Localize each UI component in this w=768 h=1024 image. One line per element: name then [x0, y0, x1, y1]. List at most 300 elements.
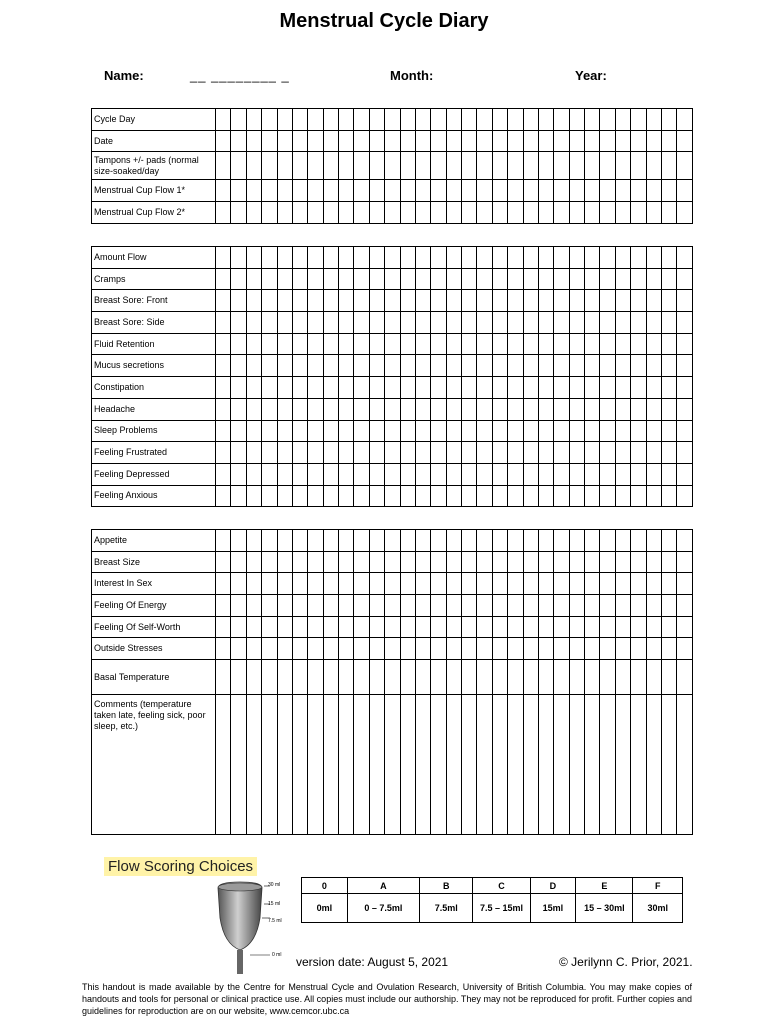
day-cell[interactable]: [277, 595, 292, 617]
day-cell[interactable]: [400, 463, 415, 485]
day-cell[interactable]: [339, 312, 354, 334]
day-cell[interactable]: [231, 573, 246, 595]
day-cell[interactable]: [308, 595, 323, 617]
day-cell[interactable]: [462, 616, 477, 638]
day-cell[interactable]: [677, 660, 693, 695]
day-cell[interactable]: [585, 202, 600, 224]
day-cell[interactable]: [631, 420, 646, 442]
day-cell[interactable]: [277, 530, 292, 552]
day-cell[interactable]: [677, 442, 693, 464]
day-cell[interactable]: [308, 660, 323, 695]
day-cell[interactable]: [615, 530, 630, 552]
day-cell[interactable]: [400, 442, 415, 464]
day-cell[interactable]: [431, 247, 446, 269]
day-cell[interactable]: [492, 616, 507, 638]
day-cell[interactable]: [477, 442, 492, 464]
day-cell[interactable]: [446, 377, 461, 399]
day-cell[interactable]: [246, 660, 261, 695]
day-cell[interactable]: [431, 202, 446, 224]
day-cell[interactable]: [246, 377, 261, 399]
day-cell[interactable]: [292, 616, 307, 638]
day-cell[interactable]: [246, 290, 261, 312]
day-cell[interactable]: [585, 152, 600, 180]
day-cell[interactable]: [308, 398, 323, 420]
day-cell[interactable]: [477, 695, 492, 835]
day-cell[interactable]: [600, 595, 615, 617]
day-cell[interactable]: [385, 290, 400, 312]
day-cell[interactable]: [554, 530, 569, 552]
day-cell[interactable]: [323, 247, 338, 269]
day-cell[interactable]: [369, 355, 384, 377]
day-cell[interactable]: [323, 530, 338, 552]
day-cell[interactable]: [446, 530, 461, 552]
day-cell[interactable]: [339, 398, 354, 420]
day-cell[interactable]: [400, 551, 415, 573]
day-cell[interactable]: [339, 130, 354, 152]
day-cell[interactable]: [631, 442, 646, 464]
day-cell[interactable]: [323, 377, 338, 399]
day-cell[interactable]: [400, 290, 415, 312]
day-cell[interactable]: [492, 268, 507, 290]
day-cell[interactable]: [508, 442, 523, 464]
day-cell[interactable]: [508, 109, 523, 131]
day-cell[interactable]: [292, 573, 307, 595]
day-cell[interactable]: [339, 420, 354, 442]
day-cell[interactable]: [538, 530, 553, 552]
day-cell[interactable]: [631, 109, 646, 131]
day-cell[interactable]: [400, 130, 415, 152]
day-cell[interactable]: [277, 377, 292, 399]
day-cell[interactable]: [585, 377, 600, 399]
day-cell[interactable]: [308, 355, 323, 377]
day-cell[interactable]: [615, 573, 630, 595]
day-cell[interactable]: [477, 333, 492, 355]
day-cell[interactable]: [523, 130, 538, 152]
day-cell[interactable]: [277, 268, 292, 290]
day-cell[interactable]: [446, 695, 461, 835]
day-cell[interactable]: [661, 290, 676, 312]
day-cell[interactable]: [600, 420, 615, 442]
day-cell[interactable]: [462, 573, 477, 595]
day-cell[interactable]: [523, 290, 538, 312]
day-cell[interactable]: [569, 290, 584, 312]
day-cell[interactable]: [231, 442, 246, 464]
day-cell[interactable]: [477, 638, 492, 660]
day-cell[interactable]: [216, 695, 231, 835]
day-cell[interactable]: [354, 268, 369, 290]
day-cell[interactable]: [677, 595, 693, 617]
day-cell[interactable]: [262, 312, 277, 334]
day-cell[interactable]: [492, 247, 507, 269]
day-cell[interactable]: [600, 638, 615, 660]
day-cell[interactable]: [216, 595, 231, 617]
day-cell[interactable]: [231, 420, 246, 442]
day-cell[interactable]: [661, 333, 676, 355]
day-cell[interactable]: [400, 247, 415, 269]
day-cell[interactable]: [538, 355, 553, 377]
day-cell[interactable]: [554, 485, 569, 507]
day-cell[interactable]: [554, 268, 569, 290]
day-cell[interactable]: [477, 312, 492, 334]
day-cell[interactable]: [262, 268, 277, 290]
day-cell[interactable]: [216, 202, 231, 224]
day-cell[interactable]: [615, 355, 630, 377]
day-cell[interactable]: [538, 312, 553, 334]
day-cell[interactable]: [308, 109, 323, 131]
day-cell[interactable]: [415, 202, 430, 224]
day-cell[interactable]: [554, 247, 569, 269]
day-cell[interactable]: [277, 573, 292, 595]
day-cell[interactable]: [354, 463, 369, 485]
day-cell[interactable]: [262, 573, 277, 595]
day-cell[interactable]: [646, 290, 661, 312]
day-cell[interactable]: [216, 530, 231, 552]
day-cell[interactable]: [477, 398, 492, 420]
day-cell[interactable]: [369, 152, 384, 180]
day-cell[interactable]: [292, 442, 307, 464]
day-cell[interactable]: [446, 152, 461, 180]
day-cell[interactable]: [554, 398, 569, 420]
day-cell[interactable]: [385, 355, 400, 377]
day-cell[interactable]: [600, 180, 615, 202]
day-cell[interactable]: [415, 616, 430, 638]
day-cell[interactable]: [431, 130, 446, 152]
day-cell[interactable]: [569, 355, 584, 377]
day-cell[interactable]: [385, 485, 400, 507]
day-cell[interactable]: [446, 355, 461, 377]
day-cell[interactable]: [569, 463, 584, 485]
day-cell[interactable]: [400, 616, 415, 638]
day-cell[interactable]: [508, 355, 523, 377]
day-cell[interactable]: [277, 355, 292, 377]
day-cell[interactable]: [677, 180, 693, 202]
day-cell[interactable]: [216, 312, 231, 334]
day-cell[interactable]: [538, 660, 553, 695]
day-cell[interactable]: [292, 377, 307, 399]
day-cell[interactable]: [216, 247, 231, 269]
day-cell[interactable]: [323, 152, 338, 180]
day-cell[interactable]: [477, 530, 492, 552]
day-cell[interactable]: [646, 595, 661, 617]
day-cell[interactable]: [538, 290, 553, 312]
day-cell[interactable]: [323, 442, 338, 464]
day-cell[interactable]: [292, 420, 307, 442]
day-cell[interactable]: [538, 398, 553, 420]
day-cell[interactable]: [646, 398, 661, 420]
day-cell[interactable]: [231, 180, 246, 202]
day-cell[interactable]: [354, 109, 369, 131]
day-cell[interactable]: [462, 638, 477, 660]
day-cell[interactable]: [246, 130, 261, 152]
day-cell[interactable]: [231, 152, 246, 180]
day-cell[interactable]: [292, 268, 307, 290]
day-cell[interactable]: [339, 333, 354, 355]
day-cell[interactable]: [446, 398, 461, 420]
day-cell[interactable]: [231, 485, 246, 507]
day-cell[interactable]: [431, 485, 446, 507]
day-cell[interactable]: [523, 420, 538, 442]
day-cell[interactable]: [492, 420, 507, 442]
day-cell[interactable]: [216, 398, 231, 420]
day-cell[interactable]: [462, 420, 477, 442]
day-cell[interactable]: [631, 152, 646, 180]
day-cell[interactable]: [492, 202, 507, 224]
day-cell[interactable]: [277, 333, 292, 355]
day-cell[interactable]: [646, 551, 661, 573]
day-cell[interactable]: [538, 485, 553, 507]
day-cell[interactable]: [600, 695, 615, 835]
day-cell[interactable]: [323, 616, 338, 638]
day-cell[interactable]: [631, 595, 646, 617]
day-cell[interactable]: [385, 573, 400, 595]
day-cell[interactable]: [339, 695, 354, 835]
day-cell[interactable]: [477, 616, 492, 638]
day-cell[interactable]: [246, 202, 261, 224]
day-cell[interactable]: [231, 312, 246, 334]
day-cell[interactable]: [585, 247, 600, 269]
day-cell[interactable]: [600, 442, 615, 464]
day-cell[interactable]: [246, 463, 261, 485]
day-cell[interactable]: [431, 377, 446, 399]
day-cell[interactable]: [292, 202, 307, 224]
day-cell[interactable]: [569, 616, 584, 638]
day-cell[interactable]: [600, 398, 615, 420]
day-cell[interactable]: [446, 595, 461, 617]
day-cell[interactable]: [462, 377, 477, 399]
day-cell[interactable]: [431, 398, 446, 420]
day-cell[interactable]: [569, 551, 584, 573]
day-cell[interactable]: [492, 152, 507, 180]
day-cell[interactable]: [277, 442, 292, 464]
day-cell[interactable]: [216, 290, 231, 312]
day-cell[interactable]: [646, 130, 661, 152]
day-cell[interactable]: [354, 333, 369, 355]
day-cell[interactable]: [508, 420, 523, 442]
day-cell[interactable]: [216, 551, 231, 573]
day-cell[interactable]: [585, 268, 600, 290]
day-cell[interactable]: [631, 463, 646, 485]
day-cell[interactable]: [369, 463, 384, 485]
day-cell[interactable]: [431, 695, 446, 835]
day-cell[interactable]: [492, 660, 507, 695]
day-cell[interactable]: [292, 152, 307, 180]
day-cell[interactable]: [400, 695, 415, 835]
day-cell[interactable]: [492, 551, 507, 573]
day-cell[interactable]: [415, 573, 430, 595]
day-cell[interactable]: [339, 290, 354, 312]
day-cell[interactable]: [615, 152, 630, 180]
day-cell[interactable]: [446, 573, 461, 595]
day-cell[interactable]: [369, 485, 384, 507]
day-cell[interactable]: [431, 333, 446, 355]
day-cell[interactable]: [415, 290, 430, 312]
day-cell[interactable]: [385, 180, 400, 202]
day-cell[interactable]: [323, 355, 338, 377]
day-cell[interactable]: [415, 333, 430, 355]
day-cell[interactable]: [492, 333, 507, 355]
day-cell[interactable]: [216, 180, 231, 202]
day-cell[interactable]: [462, 463, 477, 485]
day-cell[interactable]: [508, 398, 523, 420]
day-cell[interactable]: [508, 595, 523, 617]
day-cell[interactable]: [538, 333, 553, 355]
day-cell[interactable]: [339, 616, 354, 638]
day-cell[interactable]: [677, 355, 693, 377]
day-cell[interactable]: [385, 595, 400, 617]
day-cell[interactable]: [323, 268, 338, 290]
day-cell[interactable]: [646, 420, 661, 442]
day-cell[interactable]: [492, 312, 507, 334]
day-cell[interactable]: [246, 420, 261, 442]
day-cell[interactable]: [462, 130, 477, 152]
day-cell[interactable]: [262, 695, 277, 835]
day-cell[interactable]: [569, 109, 584, 131]
day-cell[interactable]: [369, 420, 384, 442]
day-cell[interactable]: [600, 202, 615, 224]
day-cell[interactable]: [308, 247, 323, 269]
day-cell[interactable]: [292, 551, 307, 573]
day-cell[interactable]: [354, 377, 369, 399]
day-cell[interactable]: [569, 312, 584, 334]
day-cell[interactable]: [446, 616, 461, 638]
day-cell[interactable]: [385, 442, 400, 464]
day-cell[interactable]: [508, 695, 523, 835]
day-cell[interactable]: [262, 152, 277, 180]
day-cell[interactable]: [431, 109, 446, 131]
day-cell[interactable]: [585, 485, 600, 507]
day-cell[interactable]: [231, 290, 246, 312]
day-cell[interactable]: [308, 377, 323, 399]
day-cell[interactable]: [292, 333, 307, 355]
day-cell[interactable]: [554, 420, 569, 442]
day-cell[interactable]: [462, 268, 477, 290]
day-cell[interactable]: [538, 442, 553, 464]
day-cell[interactable]: [385, 660, 400, 695]
day-cell[interactable]: [323, 595, 338, 617]
day-cell[interactable]: [677, 268, 693, 290]
day-cell[interactable]: [477, 202, 492, 224]
day-cell[interactable]: [385, 333, 400, 355]
day-cell[interactable]: [369, 442, 384, 464]
day-cell[interactable]: [661, 355, 676, 377]
day-cell[interactable]: [615, 268, 630, 290]
day-cell[interactable]: [523, 202, 538, 224]
day-cell[interactable]: [446, 312, 461, 334]
day-cell[interactable]: [600, 355, 615, 377]
day-cell[interactable]: [677, 247, 693, 269]
day-cell[interactable]: [523, 660, 538, 695]
day-cell[interactable]: [216, 268, 231, 290]
day-cell[interactable]: [262, 355, 277, 377]
day-cell[interactable]: [415, 638, 430, 660]
day-cell[interactable]: [292, 660, 307, 695]
day-cell[interactable]: [508, 463, 523, 485]
day-cell[interactable]: [569, 660, 584, 695]
day-cell[interactable]: [477, 551, 492, 573]
day-cell[interactable]: [385, 420, 400, 442]
day-cell[interactable]: [262, 180, 277, 202]
day-cell[interactable]: [262, 398, 277, 420]
day-cell[interactable]: [292, 180, 307, 202]
day-cell[interactable]: [246, 333, 261, 355]
day-cell[interactable]: [292, 290, 307, 312]
day-cell[interactable]: [277, 290, 292, 312]
day-cell[interactable]: [646, 152, 661, 180]
day-cell[interactable]: [569, 530, 584, 552]
day-cell[interactable]: [354, 247, 369, 269]
day-cell[interactable]: [231, 660, 246, 695]
day-cell[interactable]: [262, 202, 277, 224]
day-cell[interactable]: [615, 180, 630, 202]
day-cell[interactable]: [415, 312, 430, 334]
day-cell[interactable]: [415, 377, 430, 399]
day-cell[interactable]: [538, 551, 553, 573]
day-cell[interactable]: [477, 485, 492, 507]
day-cell[interactable]: [292, 355, 307, 377]
day-cell[interactable]: [600, 268, 615, 290]
day-cell[interactable]: [262, 420, 277, 442]
day-cell[interactable]: [354, 130, 369, 152]
day-cell[interactable]: [262, 485, 277, 507]
day-cell[interactable]: [523, 616, 538, 638]
day-cell[interactable]: [400, 312, 415, 334]
day-cell[interactable]: [246, 551, 261, 573]
day-cell[interactable]: [585, 420, 600, 442]
day-cell[interactable]: [400, 109, 415, 131]
day-cell[interactable]: [246, 638, 261, 660]
day-cell[interactable]: [277, 109, 292, 131]
day-cell[interactable]: [615, 333, 630, 355]
day-cell[interactable]: [339, 180, 354, 202]
day-cell[interactable]: [538, 247, 553, 269]
day-cell[interactable]: [323, 660, 338, 695]
day-cell[interactable]: [246, 312, 261, 334]
day-cell[interactable]: [477, 109, 492, 131]
day-cell[interactable]: [523, 109, 538, 131]
day-cell[interactable]: [477, 152, 492, 180]
day-cell[interactable]: [615, 202, 630, 224]
day-cell[interactable]: [631, 312, 646, 334]
day-cell[interactable]: [446, 290, 461, 312]
day-cell[interactable]: [246, 109, 261, 131]
day-cell[interactable]: [569, 638, 584, 660]
day-cell[interactable]: [446, 202, 461, 224]
day-cell[interactable]: [661, 152, 676, 180]
day-cell[interactable]: [415, 595, 430, 617]
day-cell[interactable]: [415, 247, 430, 269]
day-cell[interactable]: [492, 573, 507, 595]
day-cell[interactable]: [262, 595, 277, 617]
day-cell[interactable]: [446, 130, 461, 152]
day-cell[interactable]: [246, 573, 261, 595]
day-cell[interactable]: [492, 530, 507, 552]
day-cell[interactable]: [216, 442, 231, 464]
day-cell[interactable]: [615, 312, 630, 334]
day-cell[interactable]: [646, 268, 661, 290]
day-cell[interactable]: [446, 463, 461, 485]
day-cell[interactable]: [246, 180, 261, 202]
day-cell[interactable]: [277, 247, 292, 269]
day-cell[interactable]: [246, 268, 261, 290]
day-cell[interactable]: [323, 485, 338, 507]
day-cell[interactable]: [400, 595, 415, 617]
day-cell[interactable]: [661, 247, 676, 269]
day-cell[interactable]: [354, 660, 369, 695]
day-cell[interactable]: [431, 660, 446, 695]
day-cell[interactable]: [508, 290, 523, 312]
day-cell[interactable]: [661, 268, 676, 290]
day-cell[interactable]: [231, 530, 246, 552]
